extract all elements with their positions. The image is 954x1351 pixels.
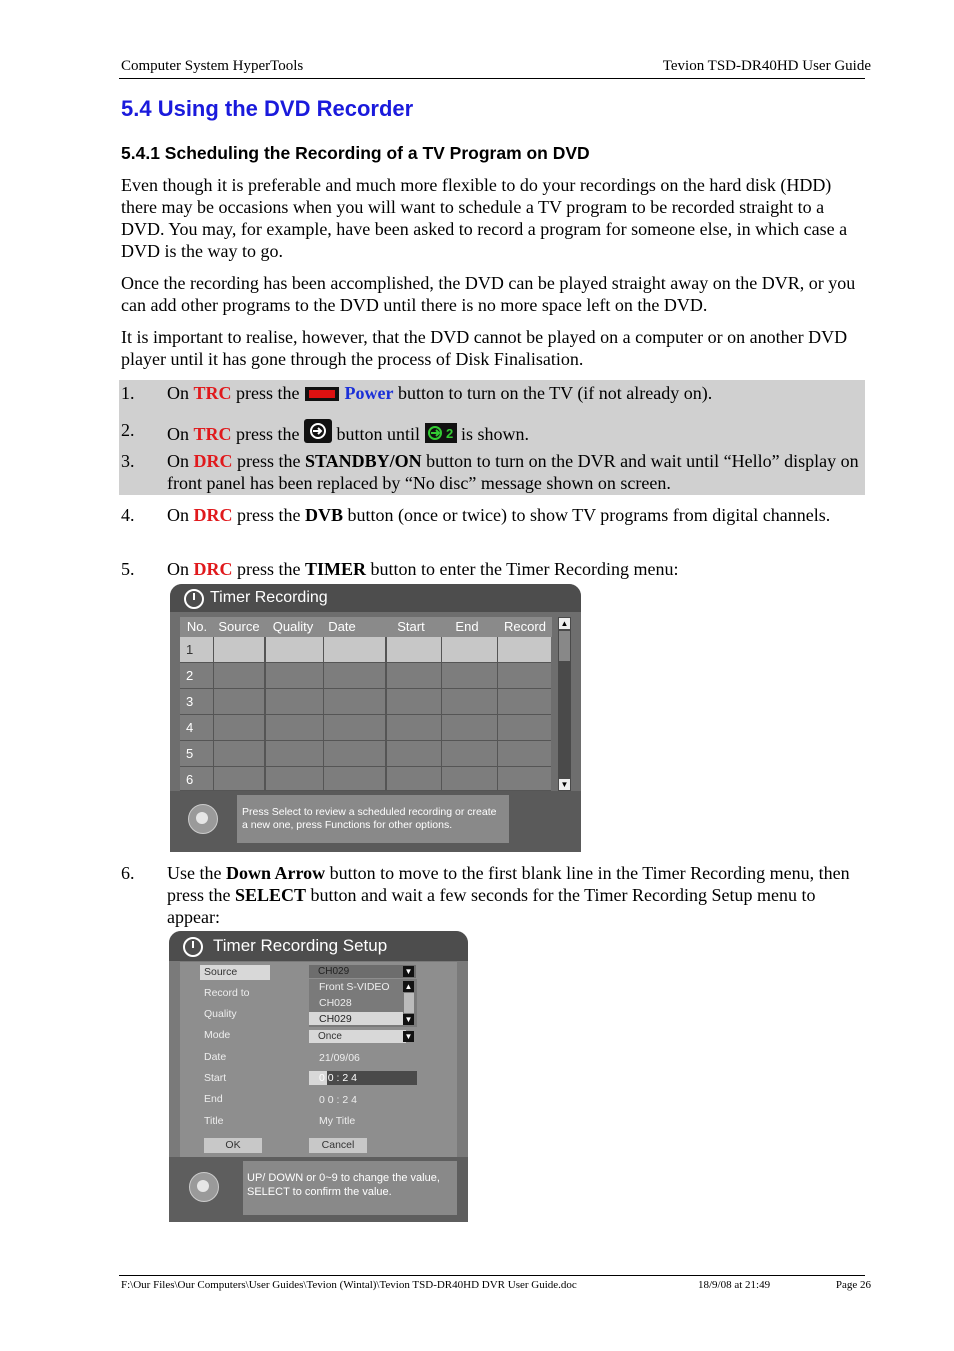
scroll-down-icon[interactable]: ▼ [404,1015,413,1024]
paragraph-3: It is important to realise, however, that the DVD cannot be played on a computer or on another DVD player until it has gone through the process of Disk Finalisation. [121,327,848,369]
remote-label: DRC [193,559,233,579]
step-number: 1. [121,383,135,403]
col-start: Start [386,617,436,637]
scroll-thumb[interactable] [559,631,570,661]
section-title: 5.4 Using the DVD Recorder [121,96,414,121]
timer-table-body [180,637,551,791]
setup-help-box: UP/ DOWN or 0~9 to change the value, SELECT to confirm the value. [243,1161,457,1215]
mode-select[interactable]: Once [309,1030,406,1043]
timer-recording-screen [170,584,581,852]
step-6: 6. Use the Down Arrow button to move to the first blank line in the Timer Recording menu, then press the SELECT button and wait a few seconds for the Timer Recording Setup menu to appear: [121,863,850,927]
footer-page: Page 26 [835,1279,871,1291]
step-1: 1. On TRC press the Power button to turn on the TV (if not already on). [121,382,866,406]
ok-button[interactable]: OK [204,1138,262,1153]
end-label: End [204,1093,223,1105]
date-value[interactable]: 21/09/06 [319,1052,360,1064]
row-number: 5 [186,746,194,761]
source-2-icon [425,423,457,448]
row-number: 6 [186,772,194,787]
cancel-button[interactable]: Cancel [309,1138,367,1153]
col-quality: Quality [264,617,322,637]
dpad-icon [183,1166,223,1206]
date-label: Date [204,1051,227,1063]
remote-label: TRC [193,424,232,444]
key-label: SELECT [234,885,307,905]
setup-title-bar [169,931,468,961]
table-header [180,617,552,637]
col-record: Record [498,617,552,637]
step-5: 5. On DRC press the TIMER button to enter the Timer Recording menu: [121,559,679,579]
key-label: DVB [304,505,343,525]
quality-label: Quality [204,1008,237,1020]
key-label: TIMER [304,559,366,579]
table-row[interactable] [180,637,551,662]
setup-title: Timer Recording Setup [213,936,388,955]
remote-label: DRC [193,505,233,525]
subsection-title: 5.4.1 Scheduling the Recording of a TV Program on DVD [121,143,590,163]
dropdown-option-selected[interactable]: CH029 [319,1013,352,1025]
dropdown-option[interactable]: CH028 [319,997,352,1009]
timer-title: Timer Recording [210,589,328,606]
chevron-down-icon[interactable]: ▼ [404,1032,413,1041]
col-no: No. [180,617,214,637]
footer-date: 18/9/08 at 21:49 [698,1279,771,1291]
remote-label: TRC [193,383,232,403]
step-number: 4. [121,505,135,525]
col-date: Date [322,617,362,637]
row-number: 2 [186,668,194,683]
timer-title-bar [170,584,581,612]
remote-label: DRC [193,451,233,471]
source-label: Source [204,966,238,978]
mode-label: Mode [204,1029,231,1041]
step-3: 3. On DRC press the STANDBY/ON button to turn on the DVR and wait until “Hello” display on front panel has been replaced by “No disc” message shown on screen. [121,451,859,493]
scroll-up-icon[interactable]: ▲ [560,619,569,628]
step-number: 3. [121,451,135,471]
record-to-label: Record to [204,987,250,999]
step-number: 5. [121,559,135,579]
dpad-icon [182,798,222,838]
power-button-icon [304,385,340,407]
col-source: Source [214,617,264,637]
header-rule [119,78,865,79]
key-label: Down Arrow [225,863,326,883]
step-2: 2. On TRC press the button until 2 is shown. [121,419,866,443]
clock-icon [184,589,204,609]
paragraph-2: Once the recording has been accomplished, the DVD can be played straight away on the DVR, or you can add other programs to the DVD until there is no more space left on the DVD. [121,273,856,315]
step-number: 2. [121,420,135,440]
step-4: 4. On DRC press the DVB button (once or twice) to show TV programs from digital channels. [121,505,831,525]
source-select[interactable]: CH029 [309,965,416,978]
input-source-icon [304,419,332,448]
scroll-up-icon[interactable]: ▲ [404,982,413,991]
timer-setup-screen [169,931,468,1222]
header-right: Tevion TSD-DR40HD User Guide [662,58,871,74]
timer-scrollbar[interactable] [558,617,571,791]
end-time-input[interactable]: 0 0 : 2 4 [319,1094,357,1106]
dropdown-option[interactable]: Front S-VIDEO [319,981,390,993]
clock-icon [183,937,203,957]
title-input[interactable]: My Title [319,1115,356,1127]
col-end: End [442,617,492,637]
timer-help-box: Press Select to review a scheduled recording or create a new one, press Functions for other options. [237,795,509,843]
power-label: Power [344,383,394,403]
footer-rule [119,1275,865,1276]
header-left: Computer System HyperTools [121,58,304,74]
source-dropdown-list[interactable] [309,979,417,1027]
step-number: 6. [121,863,135,883]
scroll-down-icon[interactable]: ▼ [560,780,569,789]
chevron-down-icon[interactable]: ▼ [404,967,413,976]
start-label: Start [204,1072,227,1084]
footer-path: F:\Our Files\Our Computers\User Guides\Tevion (Wintal)\Tevion TSD-DR40HD DVR User Guide.doc [121,1279,577,1291]
row-number: 1 [186,642,194,657]
key-label: STANDBY/ON [304,451,422,471]
row-number: 4 [186,720,194,735]
svg-text:2: 2 [445,426,453,441]
row-number: 3 [186,694,194,709]
title-label: Title [204,1115,224,1127]
start-time-input[interactable]: 0 0 : 2 4 [319,1072,357,1084]
paragraph-1: Even though it is preferable and much more flexible to do your recordings on the hard disk (HDD) there may be occasions when you will want to schedule a TV program to be recorded straight to a DVD. You may, for example, have been asked to record a program for someone else, in which case a DVD is the way to go. [121,175,848,261]
setup-form [180,962,457,1157]
